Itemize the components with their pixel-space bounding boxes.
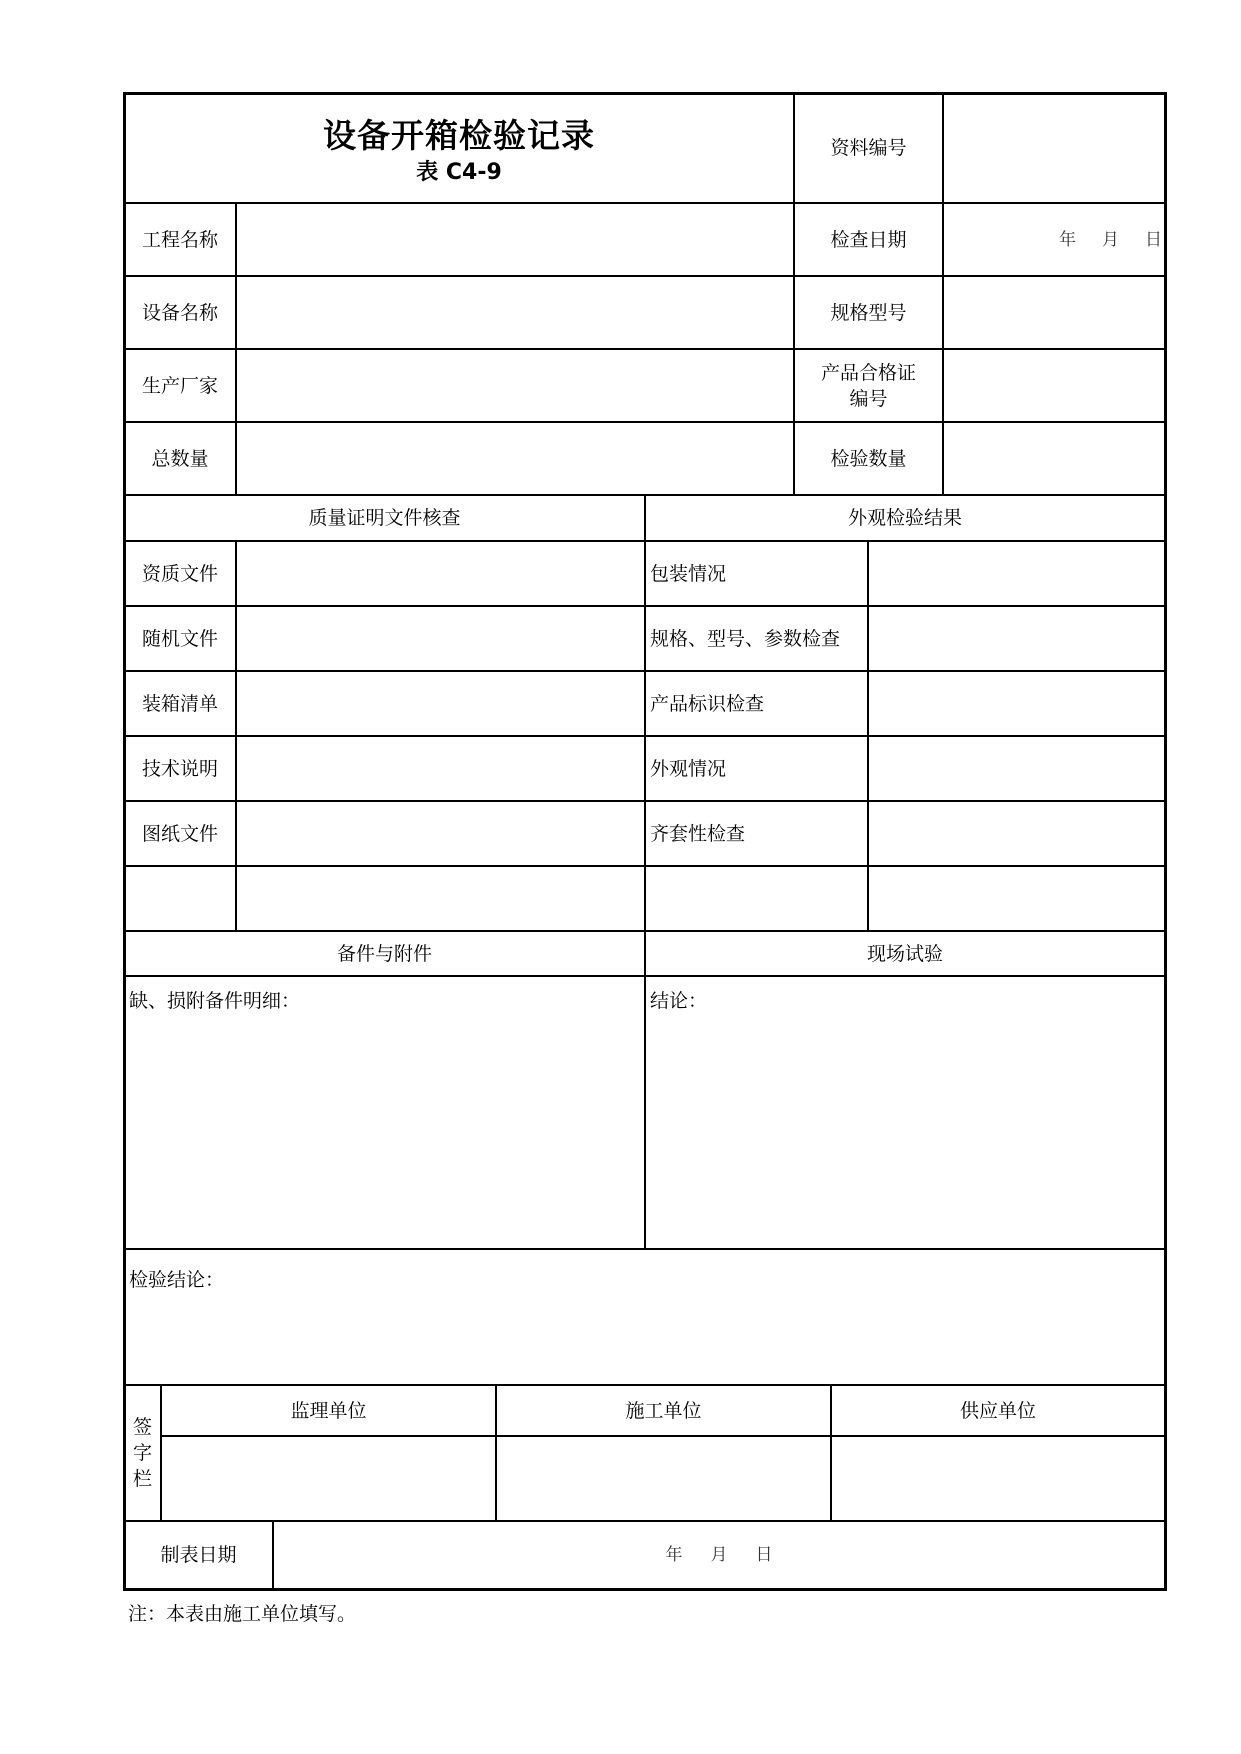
field-test-heading: 现场试验: [866, 942, 943, 965]
cert-no-field[interactable]: [944, 350, 1164, 421]
project-name-label: 工程名称: [141, 228, 218, 251]
equipment-name-field[interactable]: [237, 277, 793, 348]
check-date-month: 月: [1102, 229, 1119, 250]
cert-no-label-line2: 编号: [849, 387, 888, 410]
made-date-field[interactable]: [274, 1522, 1164, 1588]
appearance-item-field[interactable]: [869, 802, 1164, 865]
appearance-extra-label[interactable]: [646, 867, 863, 930]
appearance-item-field[interactable]: [869, 607, 1164, 670]
equipment-name-label: 设备名称: [141, 301, 218, 324]
appearance-item-label: 齐套性检查: [650, 822, 746, 845]
form-title: 设备开箱检验记录: [323, 116, 595, 155]
check-date-year: 年: [1059, 229, 1076, 250]
appearance-item-field[interactable]: [869, 542, 1164, 605]
outer-border-right: [1164, 92, 1167, 1591]
spares-heading: 备件与附件: [336, 942, 432, 965]
inspection-conclusion-field[interactable]: [125, 1297, 1164, 1384]
made-date-year: 年: [665, 1545, 683, 1565]
construction-unit-signature[interactable]: [497, 1437, 830, 1520]
cert-no-label-line1: 产品合格证: [820, 361, 916, 384]
quality-doc-field[interactable]: [237, 802, 644, 865]
inspect-qty-label: 检验数量: [830, 447, 907, 470]
quality-doc-extra-field[interactable]: [237, 867, 644, 930]
cert-no-label: [795, 350, 942, 421]
appearance-extra-field[interactable]: [869, 867, 1164, 930]
manufacturer-label: 生产厂家: [141, 374, 218, 397]
quality-doc-label: 随机文件: [141, 627, 218, 650]
quality-doc-field[interactable]: [237, 542, 644, 605]
quality-doc-label: 资质文件: [141, 562, 218, 585]
footnote: 注：本表由施工单位填写。: [128, 1603, 357, 1625]
spec-model-field[interactable]: [944, 277, 1164, 348]
supervision-unit-signature[interactable]: [162, 1437, 495, 1520]
project-name-field[interactable]: [237, 204, 793, 275]
quality-doc-extra-label[interactable]: [125, 867, 235, 930]
signature-char-1: 签: [132, 1416, 152, 1438]
field-test-conclusion-field[interactable]: [646, 1018, 1164, 1248]
appearance-item-field[interactable]: [869, 737, 1164, 800]
appearance-item-label: 产品标识检查: [650, 692, 765, 715]
quality-doc-field[interactable]: [237, 737, 644, 800]
made-date-day: 日: [755, 1545, 773, 1565]
check-date-field[interactable]: [944, 204, 1164, 275]
manufacturer-field[interactable]: [237, 350, 793, 421]
check-date-day: 日: [1145, 229, 1162, 250]
signature-char-3: 栏: [132, 1468, 152, 1490]
signature-column-label: [125, 1386, 160, 1520]
inspect-qty-field[interactable]: [944, 423, 1164, 494]
quality-doc-label: 图纸文件: [141, 822, 218, 845]
total-qty-field[interactable]: [237, 423, 793, 494]
form-code: 表 C4-9: [416, 160, 502, 185]
construction-unit-label: 施工单位: [625, 1399, 702, 1422]
supervision-unit-label: 监理单位: [290, 1399, 367, 1422]
field-test-conclusion-label: 结论：: [650, 990, 708, 1012]
made-date-label: 制表日期: [160, 1544, 237, 1566]
check-date-label: 检查日期: [830, 228, 907, 251]
appearance-heading: 外观检验结果: [847, 507, 962, 529]
appearance-item-field[interactable]: [869, 672, 1164, 735]
quality-doc-field[interactable]: [237, 607, 644, 670]
appearance-item-label: 外观情况: [650, 757, 727, 780]
doc-no-label: 资料编号: [830, 137, 907, 159]
supplier-unit-label: 供应单位: [959, 1399, 1036, 1422]
quality-doc-field[interactable]: [237, 672, 644, 735]
appearance-item-label: 规格、型号、参数检查: [650, 627, 841, 650]
signature-char-2: 字: [132, 1442, 152, 1464]
doc-no-field[interactable]: [944, 94, 1164, 202]
inspection-conclusion-label: 检验结论：: [129, 1269, 225, 1291]
appearance-item-label: 包装情况: [650, 562, 727, 585]
outer-border-bottom: [123, 1588, 1167, 1591]
total-qty-label: 总数量: [151, 447, 209, 470]
spec-model-label: 规格型号: [830, 301, 907, 324]
quality-doc-label: 装箱清单: [141, 692, 218, 715]
supplier-unit-signature[interactable]: [832, 1437, 1164, 1520]
quality-docs-heading: 质量证明文件核查: [308, 507, 461, 529]
made-date-month: 月: [710, 1545, 728, 1565]
spares-detail-field[interactable]: [125, 1018, 644, 1248]
quality-doc-label: 技术说明: [141, 757, 218, 780]
spares-detail-label: 缺、损附备件明细：: [129, 990, 301, 1012]
